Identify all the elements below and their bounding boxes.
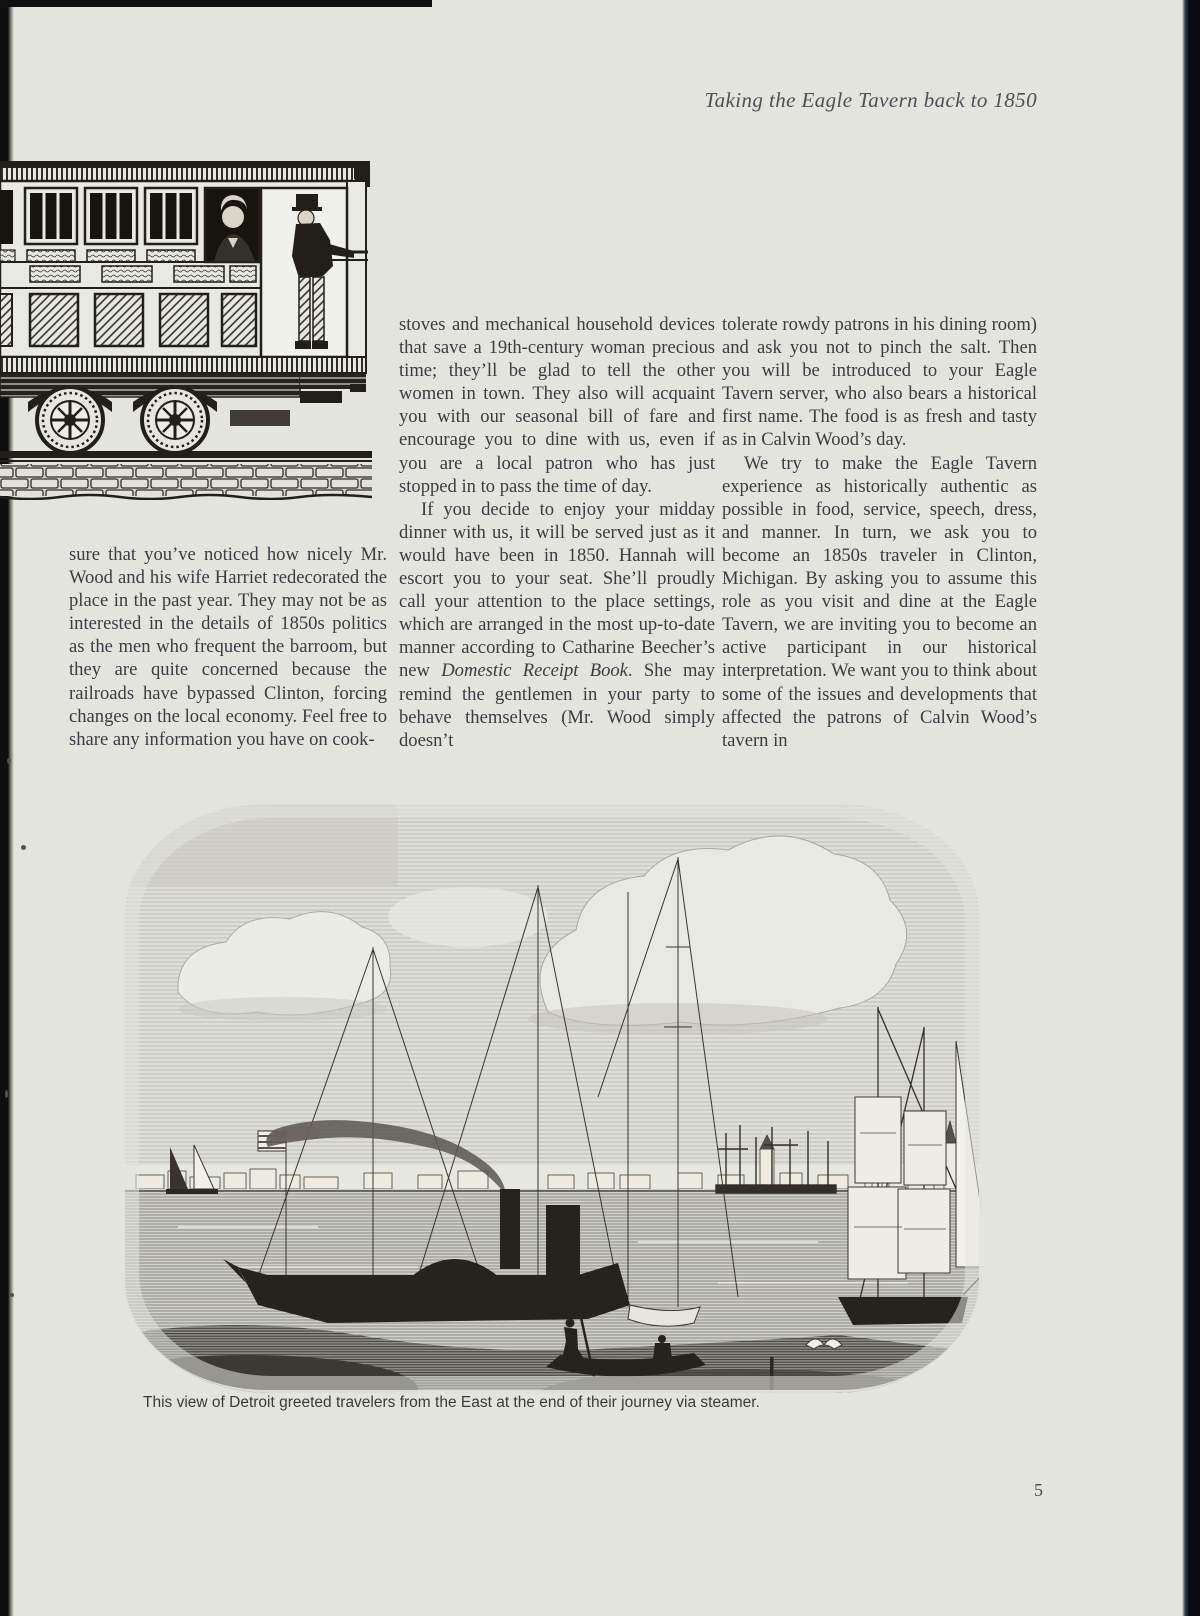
dust-speck bbox=[21, 845, 26, 850]
book-edge-right bbox=[1182, 0, 1200, 1616]
dust-speck bbox=[10, 1293, 14, 1297]
running-header: Taking the Eagle Tavern back to 1850 bbox=[704, 88, 1037, 112]
paragraph: If you decide to enjoy your midday dinner with us, it will be served just as it would have been in 1850. Hannah will escort you to your seat. She’ll proudly call your attention to the place settings, which are arranged in the most up-to-date manner according to Catharine Beecher’s new Domestic Receipt Book. She may remind the gentlemen in your party to behave themselves (Mr. Wood simply doesn’t bbox=[399, 498, 715, 751]
text-column-left bbox=[69, 543, 387, 751]
detroit-harbor-engraving bbox=[118, 797, 986, 1397]
dust-speck bbox=[5, 1090, 8, 1098]
text-column-right bbox=[722, 313, 1037, 752]
book-edge-top bbox=[0, 0, 432, 7]
railcar-engraving-art bbox=[0, 148, 372, 500]
page-number: 5 bbox=[1034, 1480, 1043, 1500]
dust-speck bbox=[7, 758, 11, 764]
figure-caption: This view of Detroit greeted travelers from the East at the end of their journey via steamer. bbox=[143, 1394, 760, 1411]
paragraph: We try to make the Eagle Tavern experience as historically authentic as possible in food, service, speech, dress, and manner. In turn, we ask you to become an 1850s traveler in Clinton, Michigan. By asking you to assume this role as you visit and dine at the Eagle Tavern, we are inviting you to become an active participant in our historical interpretation. We want you to think about some of the issues and developments that affected the patrons of Calvin Wood’s tavern in bbox=[722, 452, 1037, 751]
paragraph: sure that you’ve noticed how nicely Mr. Wood and his wife Harriet redecorated the place in the past year. They may not be as interested in the details of 1850s politics as the men who frequent the barroom, but they are quite concerned because the railroads have bypassed Clinton, forcing changes on the local economy. Feel free to share any information you have on cook- bbox=[69, 544, 387, 750]
paragraph: tolerate rowdy patrons in his dining room) and ask you not to pinch the salt. Then you will be introduced to your Eagle Tavern server, who also bears a historical first name. The food is as fresh and tasty as in Calvin Wood’s day. bbox=[722, 314, 1038, 451]
text-column-middle bbox=[399, 313, 715, 752]
wheel bbox=[142, 387, 208, 453]
paragraph: stoves and mechanical household devices that save a 19th-century woman precious time; they’ll be glad to tell the other women in town. They also will acquaint you with our seasonal bill of fare and encourage you to dine with us, even if you are a local patron who has just stopped in to pass the time of day. bbox=[399, 314, 715, 497]
wheel bbox=[37, 387, 103, 453]
woman-passenger-figure bbox=[205, 188, 259, 262]
harbor-engraving-art bbox=[118, 797, 986, 1397]
railcar-engraving bbox=[0, 148, 372, 500]
